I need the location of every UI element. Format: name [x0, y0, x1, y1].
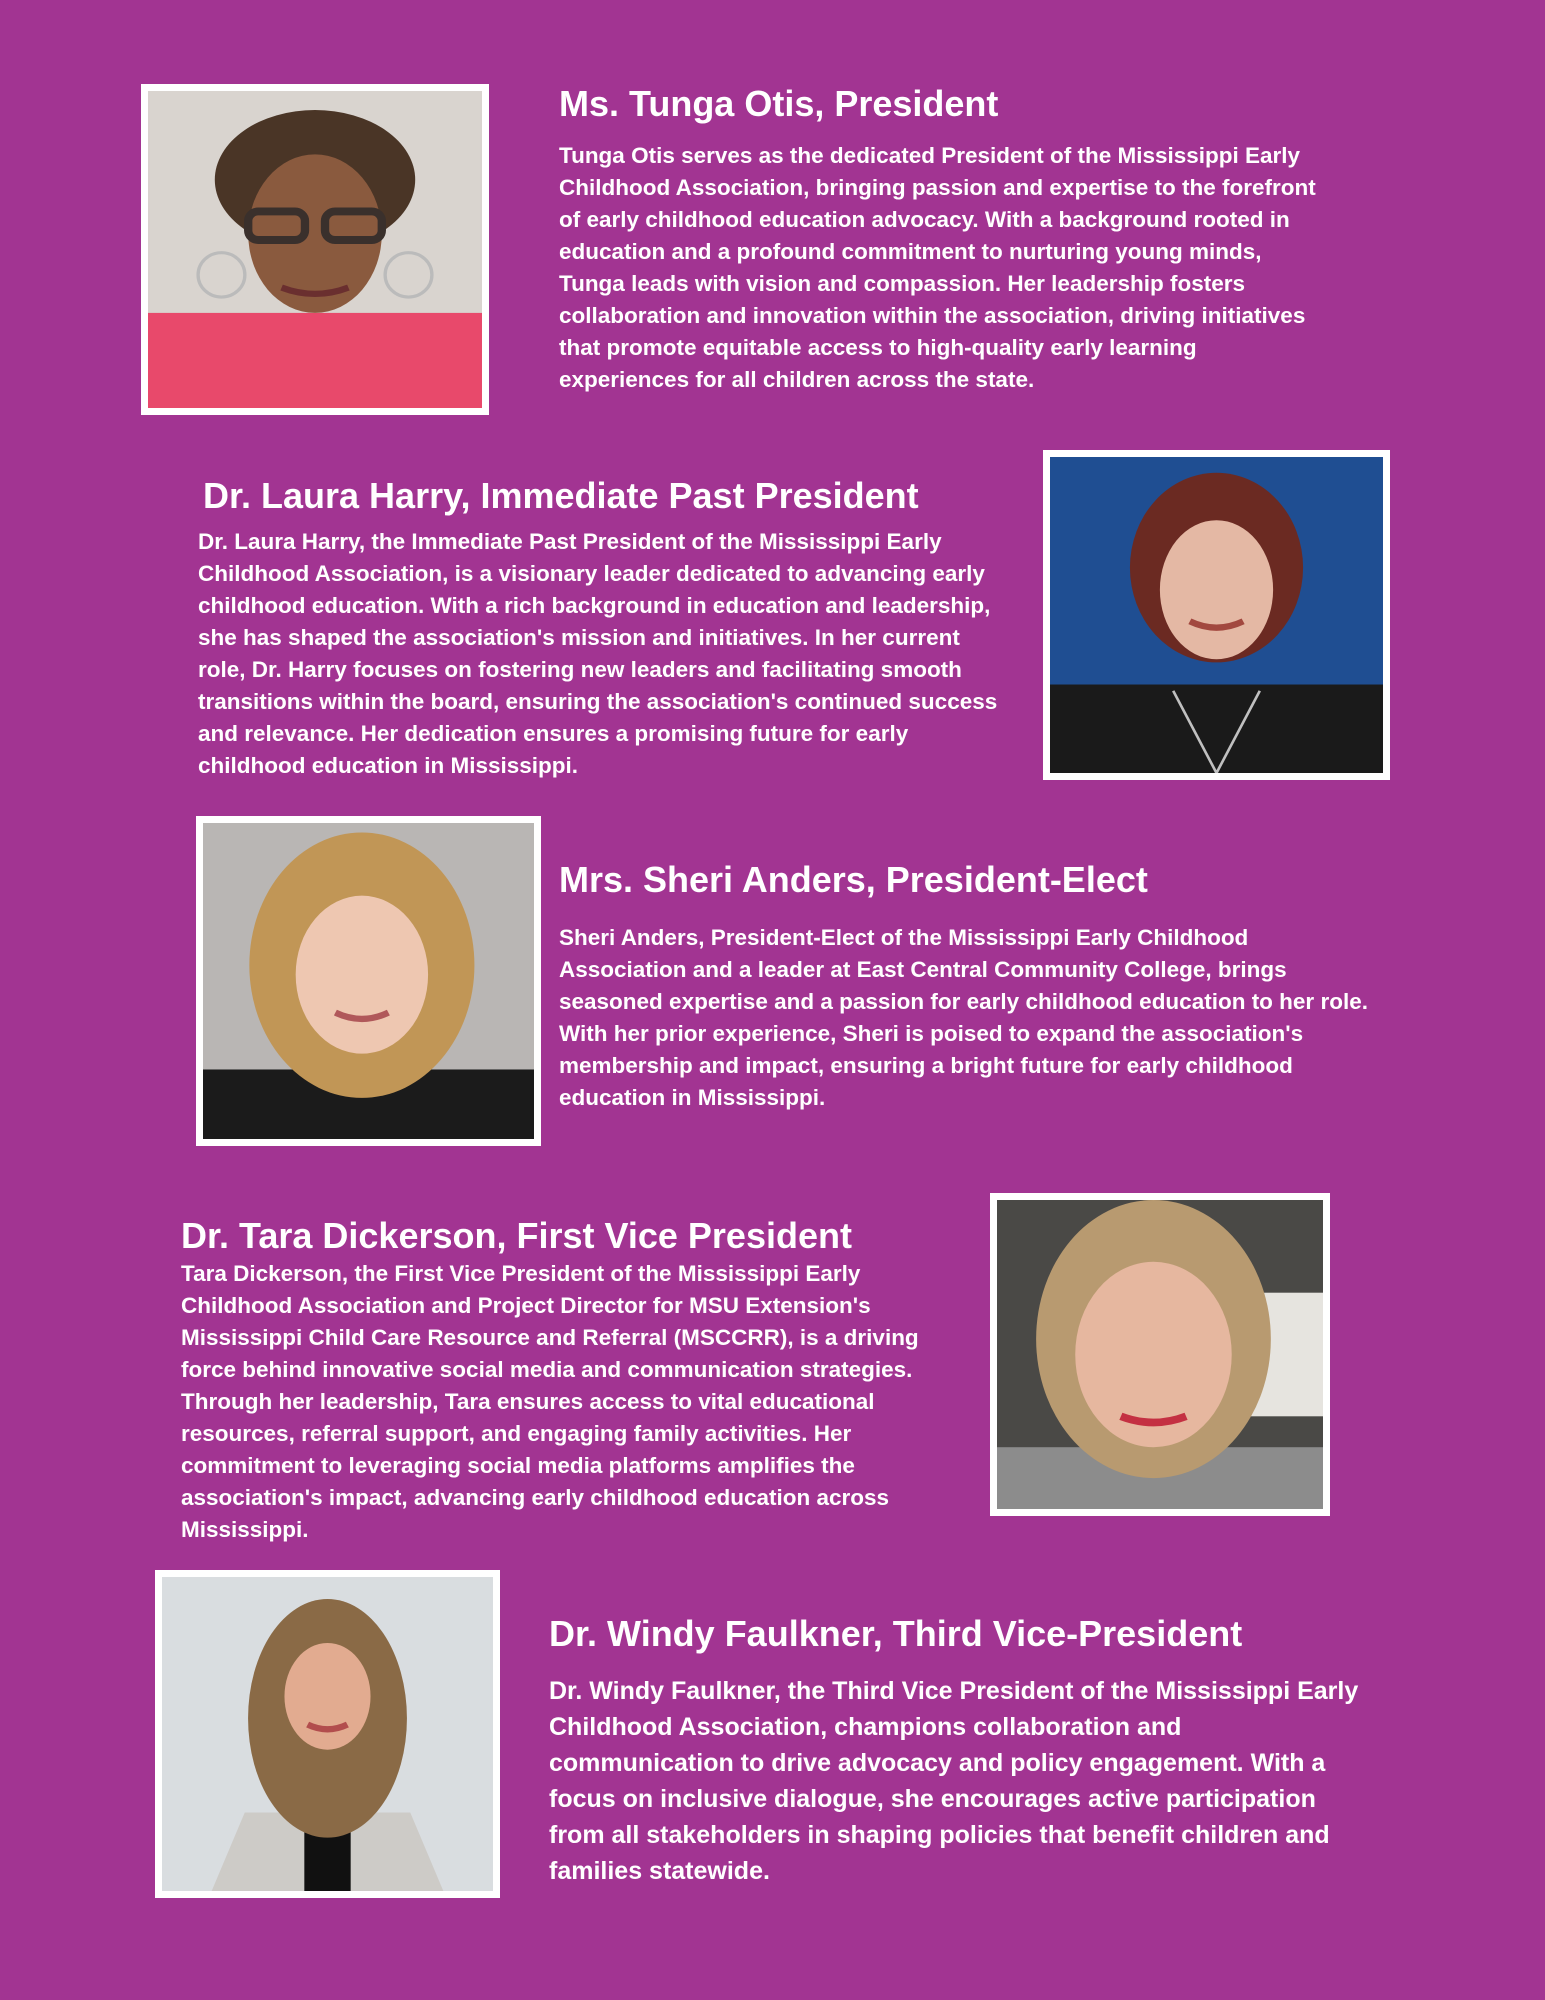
member-name-tara-dickerson: Dr. Tara Dickerson, First Vice President [181, 1215, 852, 1256]
portrait-sheri-anders [196, 816, 541, 1146]
member-bio-laura-harry: Dr. Laura Harry, the Immediate Past President of the Mississippi Early Childhood Association, is a visionary leader dedicated to advancing early childhood education. With a rich background in education and leadership, she has shaped the association's mission and initiatives. In her current role, Dr. Harry focuses on fostering new leaders and facilitating smooth transitions within the board, ensuring the association's continued success and relevance. Her dedication ensures a promising future for early childhood education in Mississippi. [198, 529, 998, 778]
member-bio-tunga-otis: Tunga Otis serves as the dedicated President of the Mississippi Early Childhood Association, bringing passion and expertise to the forefront of early childhood education advocacy. With a background rooted in education and a profound commitment to nurturing young minds, Tunga leads with vision and compassion. Her leadership fosters collaboration and innovation within the association, driving initiatives that promote equitable access to high-quality early learning experiences for all children across the state. [559, 143, 1316, 392]
member-name-sheri-anders: Mrs. Sheri Anders, President-Elect [559, 859, 1148, 900]
portrait-windy-faulkner [155, 1570, 500, 1898]
portrait-tunga-otis [141, 84, 489, 415]
member-bio-sheri-anders: Sheri Anders, President-Elect of the Mississippi Early Childhood Association and a leader at East Central Community College, brings seasoned expertise and a passion for early childhood education to her role. With her prior experience, Sheri is poised to expand the association's membership and impact, ensuring a bright future for early childhood education in Mississippi. [559, 925, 1368, 1110]
member-name-laura-harry: Dr. Laura Harry, Immediate Past President [203, 475, 919, 516]
member-bio-tara-dickerson: Tara Dickerson, the First Vice President of the Mississippi Early Childhood Association and Project Director for MSU Extension's Mississippi Child Care Resource and Referral (MSCCRR), is a driving force behind innovative social media and communication strategies. Through her leadership, Tara ensures access to vital educational resources, referral support, and engaging family activities. Her commitment to leveraging social media platforms amplifies the association's impact, advancing early childhood education across Mississippi. [181, 1261, 919, 1542]
portrait-laura-harry [1043, 450, 1390, 780]
member-bio-windy-faulkner: Dr. Windy Faulkner, the Third Vice President of the Mississippi Early Childhood Association, champions collaboration and communication to drive advocacy and policy engagement. With a focus on inclusive dialogue, she encourages active participation from all stakeholders in shaping policies that benefit children and families statewide. [549, 1677, 1359, 1885]
portrait-tara-dickerson [990, 1193, 1330, 1516]
member-name-windy-faulkner: Dr. Windy Faulkner, Third Vice-President [549, 1613, 1243, 1654]
member-name-tunga-otis: Ms. Tunga Otis, President [559, 83, 999, 124]
